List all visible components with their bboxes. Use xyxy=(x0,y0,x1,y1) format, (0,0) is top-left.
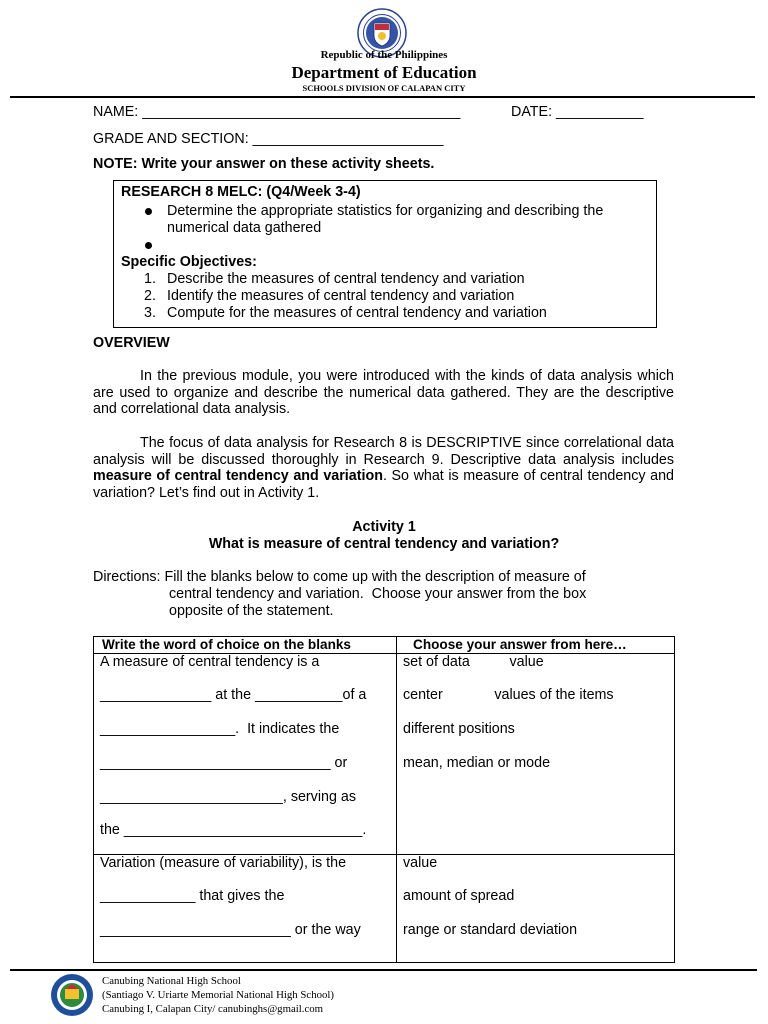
melc-title: RESEARCH 8 MELC: (Q4/Week 3-4) xyxy=(121,184,361,200)
specific-objectives-title: Specific Objectives: xyxy=(121,254,257,270)
emphasis-text: measure of central tendency and variation xyxy=(93,468,383,484)
republic-label: Republic of the Philippines xyxy=(320,49,448,61)
school-logo xyxy=(50,973,94,1017)
statement-line: _________________. It indicates the xyxy=(100,721,340,737)
footer-school-name: Canubing National High School xyxy=(102,975,241,987)
bullet-icon xyxy=(145,242,152,249)
activity-title: Activity 1 xyxy=(352,519,416,535)
melc-item: Determine the appropriate statistics for organizing and describing the xyxy=(167,203,604,219)
statement-line: _______________________, serving as xyxy=(100,789,356,805)
paragraph-text: The focus of data analysis for Research 8 is DESCRIPTIVE since correlational data analysis will be discussed thoroughly in Research 9. Descriptive data analysis includes xyxy=(93,435,674,468)
choice-line: set of data value xyxy=(403,654,544,670)
bullet-icon xyxy=(145,208,152,215)
date-field: DATE: ___________ xyxy=(511,104,644,120)
statement-line: A measure of central tendency is a xyxy=(100,654,320,670)
note: NOTE: Write your answer on these activity sheets. xyxy=(93,156,435,172)
table-header-right: Choose your answer from here… xyxy=(413,637,627,652)
directions-line: central tendency and variation. Choose your answer from the box xyxy=(169,586,587,602)
melc-item-continued: numerical data gathered xyxy=(167,220,322,236)
department-title: Department of Education xyxy=(291,63,477,82)
statement-line: the ______________________________. xyxy=(100,822,367,838)
choice-line: center values of the items xyxy=(403,687,614,703)
choice-line: range or standard deviation xyxy=(403,922,578,938)
objective-number: 3. xyxy=(144,305,156,321)
footer-former-name: (Santiago V. Uriarte Memorial National High School) xyxy=(102,989,334,1001)
statement-line: ______________ at the ___________of a xyxy=(100,687,367,703)
overview-paragraph-2 xyxy=(93,435,674,501)
objective-item: Describe the measures of central tendency and variation xyxy=(167,271,525,287)
activity-subtitle: What is measure of central tendency and variation? xyxy=(208,536,560,552)
objective-number: 1. xyxy=(144,271,156,287)
objective-number: 2. xyxy=(144,288,156,304)
statement-line: _____________________________ or xyxy=(100,755,348,771)
table-header-left: Write the word of choice on the blanks xyxy=(102,637,351,652)
name-field: NAME: ________________________________________ xyxy=(93,104,461,120)
activity-table xyxy=(93,636,675,963)
objective-item: Compute for the measures of central tendency and variation xyxy=(167,305,547,321)
overview-heading: OVERVIEW xyxy=(93,335,170,351)
choice-line: different positions xyxy=(403,721,515,737)
statement-line: Variation (measure of variability), is the xyxy=(100,855,347,871)
statement-line: ________________________ or the way xyxy=(100,922,361,938)
choice-line: value xyxy=(403,855,438,871)
table-column-divider xyxy=(396,637,397,962)
header-divider xyxy=(10,96,755,98)
footer-address: Canubing I, Calapan City/ canubinghs@gmail.com xyxy=(102,1003,324,1015)
statement-line: ____________ that gives the xyxy=(100,888,285,904)
paragraph-text: . So what is measure of central tendency and variation? Let’s find out in Activity 1. xyxy=(93,468,674,501)
objective-item: Identify the measures of central tendency and variation xyxy=(167,288,515,304)
choice-line: mean, median or mode xyxy=(403,755,551,771)
choice-line: amount of spread xyxy=(403,888,515,904)
grade-section-field: GRADE AND SECTION: ________________________ xyxy=(93,131,444,147)
directions-line: Directions: Fill the blanks below to come up with the description of measure of xyxy=(93,569,586,585)
overview-paragraph-1: In the previous module, you were introduced with the kinds of data analysis which are used to organize and describe the numerical data gathered. They are the descriptive and correlational data analysis. xyxy=(93,368,674,417)
division-label: SCHOOLS DIVISION OF CALAPAN CITY xyxy=(302,83,466,93)
footer-divider xyxy=(10,969,757,971)
directions-line: opposite of the statement. xyxy=(169,603,334,619)
